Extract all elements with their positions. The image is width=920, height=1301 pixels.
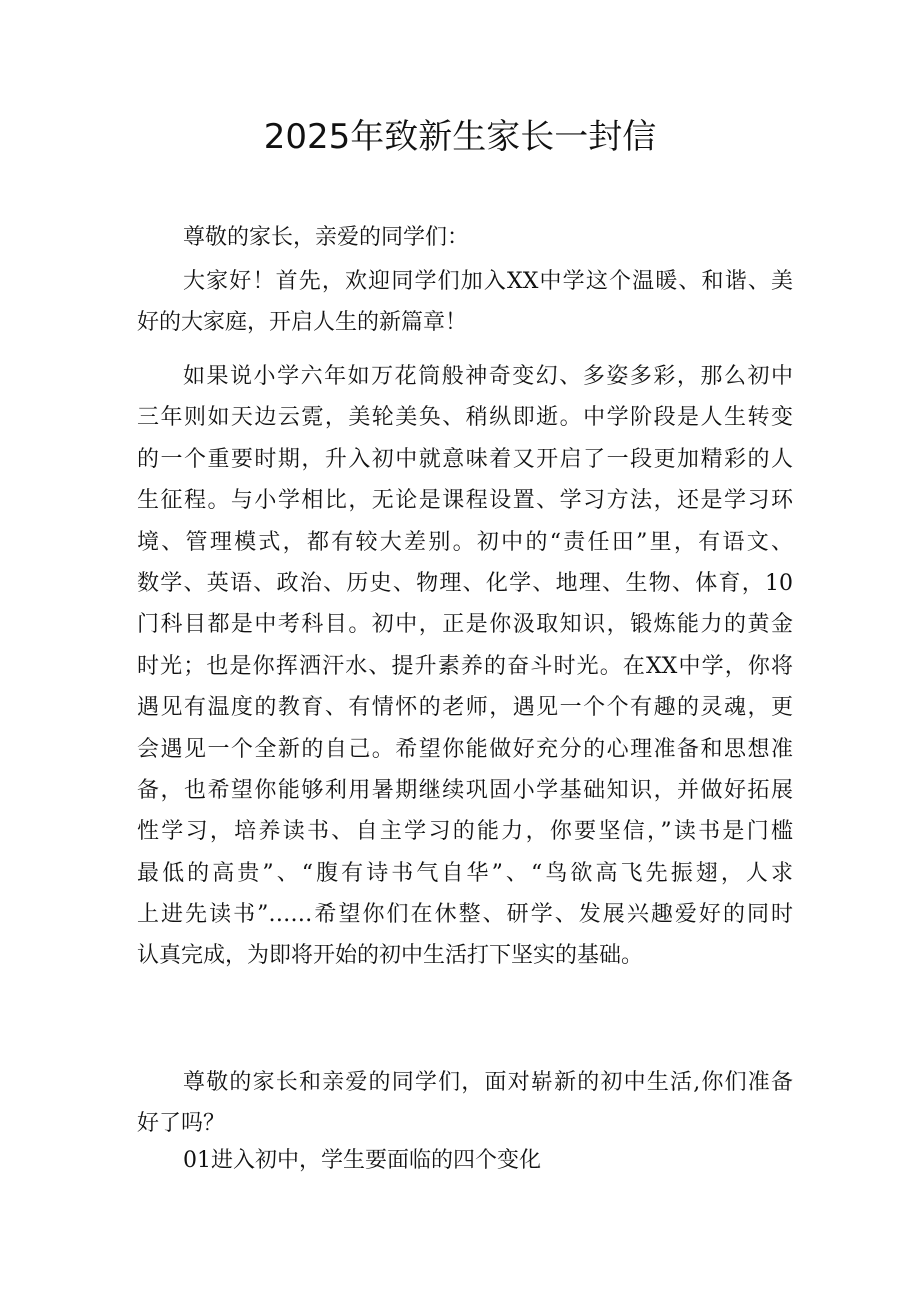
- salutation-line: 尊敬的家长，亲爱的同学们：: [183, 225, 470, 250]
- question-line: 好了吗？: [137, 1111, 226, 1137]
- main-line: 认真完成，为即将开始的初中生活打下坚实的基础。: [137, 943, 644, 969]
- question-line: 尊敬的家长和亲爱的同学们，面对崭新的初中生活,你们准备: [183, 1070, 793, 1095]
- main-line: 时光；也是你挥洒汗水、提升素养的奋斗时光。在XX中学，你将: [137, 653, 793, 679]
- main-paragraph: [137, 356, 793, 977]
- greeting-line: 好的大家庭，开启人生的新篇章！: [137, 310, 468, 336]
- main-line: 门科目都是中考科目。初中，正是你汲取知识，锻炼能力的黄金: [137, 612, 793, 638]
- section-heading-paragraph: [137, 1140, 793, 1181]
- main-line: 性学习，培养读书、自主学习的能力，你要坚信，”读书是门槛: [137, 819, 793, 845]
- main-line: 数学、英语、政治、历史、物理、化学、地理、生物、体育，10: [137, 570, 793, 596]
- main-line: 上进先读书”……希望你们在休整、研学、发展兴趣爱好的同时: [137, 902, 793, 928]
- main-line: 的一个重要时期，升入初中就意味着又开启了一段更加精彩的人: [137, 446, 793, 472]
- section-heading: 01进入初中，学生要面临的四个变化: [183, 1148, 541, 1173]
- question-paragraph: [137, 1062, 793, 1145]
- main-line: 如果说小学六年如万花筒般神奇变幻、多姿多彩，那么初中: [183, 364, 793, 389]
- salutation-paragraph: [137, 217, 793, 258]
- main-line: 生征程。与小学相比，无论是课程设置、学习方法，还是学习环: [137, 488, 793, 514]
- greeting-paragraph: [137, 261, 793, 344]
- greeting-line: 大家好！首先，欢迎同学们加入XX中学这个温暖、和谐、美: [183, 269, 793, 294]
- main-line: 备，也希望你能够利用暑期继续巩固小学基础知识，并做好拓展: [137, 777, 793, 803]
- main-line: 境、管理模式，都有较大差别。初中的“责任田”里，有语文、: [137, 529, 793, 555]
- main-line: 遇见有温度的教育、有情怀的老师，遇见一个个有趣的灵魂，更: [137, 695, 793, 721]
- document-title: 2025年致新生家长一封信: [263, 117, 657, 157]
- main-line: 最低的高贵”、“腹有诗书气自华”、“鸟欲高飞先振翅，人求: [137, 860, 793, 886]
- main-line: 会遇见一个全新的自己。希望你能做好充分的心理准备和思想准: [137, 736, 793, 762]
- main-line: 三年则如天边云霓，美轮美奂、稍纵即逝。中学阶段是人生转变: [137, 405, 793, 431]
